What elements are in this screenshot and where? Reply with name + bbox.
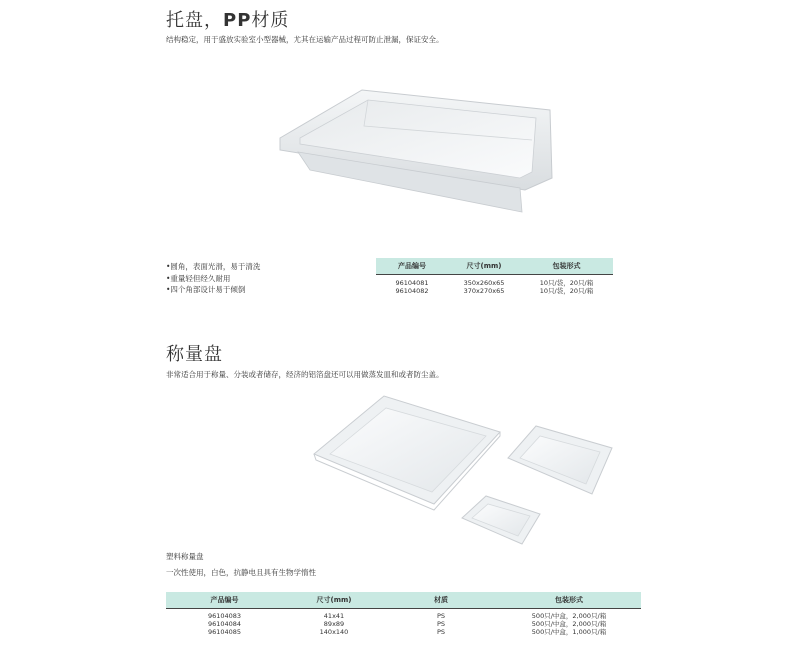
section2-description: 非常适合用于称量、分装或者储存，经济的铝箔盘还可以用做蒸发皿和或者防尘盖。 [166, 370, 444, 379]
col-header: 尺寸(mm) [283, 592, 385, 609]
table-header-row [376, 258, 613, 275]
table-row [166, 620, 641, 628]
table-cell: 89x89 [323, 620, 345, 628]
table-cell: PS [436, 620, 446, 628]
bullet-item: •重量轻但经久耐用 [166, 273, 231, 283]
tray-spec-table [376, 258, 613, 295]
table-cell: 96104082 [395, 287, 429, 295]
section1-bullets [166, 261, 260, 296]
table-cell: 500只/中盒，1,000只/箱 [531, 628, 607, 636]
table-cell: 96104081 [395, 279, 429, 287]
table-cell: 500只/中盒，2,000只/箱 [531, 620, 607, 628]
table-row [166, 609, 641, 621]
section2-title: 称量盘 [166, 344, 223, 365]
table-cell: 140x140 [319, 628, 349, 636]
table-cell: 96104083 [207, 612, 242, 620]
section1-description: 结构稳定，用于盛放实验室小型器械，尤其在运输产品过程可防止泄漏，保证安全。 [166, 35, 444, 44]
col-header: 尺寸(mm) [448, 258, 520, 275]
table-cell: 96104084 [207, 620, 242, 628]
dish-spec-table [166, 592, 641, 636]
table-row [376, 287, 613, 295]
col-header: 包装形式 [520, 258, 613, 275]
table-row [166, 628, 641, 636]
col-header: 包装形式 [497, 592, 641, 609]
section2-feature: 一次性使用，白色，抗静电且具有生物学惰性 [166, 568, 316, 577]
table-cell: 41x41 [323, 612, 345, 620]
section1-title: 托盘，PP材质 [166, 10, 290, 31]
col-header: 材质 [385, 592, 497, 609]
table-cell: PS [436, 612, 446, 620]
section2-subtitle: 塑料称量盘 [166, 552, 204, 561]
weighing-dishes-image [300, 392, 630, 552]
table-cell: 350x260x65 [463, 279, 505, 287]
table-cell: 10只/袋，20只/箱 [539, 287, 594, 295]
bullet-item: •圆角，表面光滑，易于清洗 [166, 262, 261, 271]
tray-image [270, 80, 560, 220]
table-row [376, 275, 613, 288]
table-cell: 96104085 [207, 628, 242, 636]
table-cell: PS [436, 628, 446, 636]
table-cell: 370x270x65 [463, 287, 505, 295]
table-cell: 10只/袋，20只/箱 [539, 279, 594, 287]
col-header: 产品编号 [166, 592, 283, 609]
table-header-row [166, 592, 641, 609]
bullet-item: •四个角部设计易于倾倒 [166, 285, 246, 294]
col-header: 产品编号 [376, 258, 448, 275]
table-cell: 500只/中盒，2,000只/箱 [531, 612, 607, 620]
